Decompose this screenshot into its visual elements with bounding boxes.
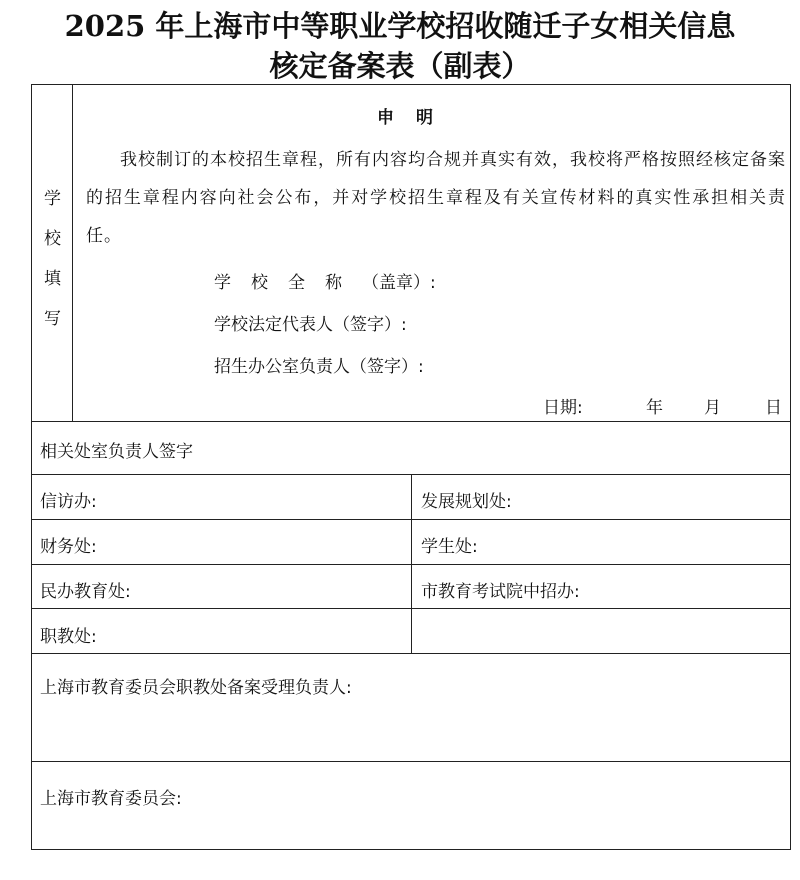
side-label-char: 校 bbox=[44, 229, 61, 249]
row-divider bbox=[32, 761, 790, 762]
school-name-signature-line bbox=[214, 268, 436, 293]
side-label-char: 学 bbox=[44, 189, 61, 209]
date-day: 日 bbox=[765, 398, 782, 418]
row-divider bbox=[32, 608, 790, 609]
row-divider bbox=[32, 564, 790, 565]
education-commission-signature: 上海市教育委员会: bbox=[40, 789, 182, 809]
declaration-title: 申明 bbox=[377, 108, 455, 128]
exam-authority-signature: 市教育考试院中招办: bbox=[421, 582, 580, 602]
finance-office-signature: 财务处: bbox=[40, 537, 97, 557]
school-name-label: 学校全称 bbox=[214, 273, 362, 293]
vocational-education-signature: 职教处: bbox=[40, 627, 97, 647]
side-label-char: 写 bbox=[44, 309, 61, 329]
row-divider bbox=[32, 519, 790, 520]
school-name-suffix: （盖章）: bbox=[362, 273, 436, 293]
vocational-office-filing-signature: 上海市教育委员会职教处备案受理负责人: bbox=[40, 678, 352, 698]
form-title-line1: 2025 年上海市中等职业学校招收随迁子女相关信息 bbox=[64, 9, 736, 43]
form-title-line2: 核定备案表（副表） bbox=[269, 49, 531, 83]
filing-form-table bbox=[31, 84, 791, 850]
complaints-office-signature: 信访办: bbox=[40, 492, 97, 512]
private-education-signature: 民办教育处: bbox=[40, 582, 131, 602]
departments-header: 相关处室负责人签字 bbox=[40, 442, 193, 462]
admissions-head-signature-line: 招生办公室负责人（签字）: bbox=[214, 357, 424, 377]
declaration-body: 我校制订的本校招生章程，所有内容均合规并真实有效，我校将严格按照经核定备案的招生章程内容向社会公布，并对学校招生章程及有关宣传材料的真实性承担相关责任。 bbox=[86, 150, 786, 246]
side-label-char: 填 bbox=[44, 269, 61, 289]
planning-office-signature: 发展规划处: bbox=[421, 492, 512, 512]
date-year: 年 bbox=[646, 398, 663, 418]
date-label: 日期: bbox=[543, 398, 583, 418]
date-month: 月 bbox=[704, 398, 721, 418]
legal-rep-signature-line: 学校法定代表人（签字）: bbox=[214, 315, 407, 335]
student-affairs-signature: 学生处: bbox=[421, 537, 478, 557]
row-divider bbox=[32, 653, 790, 654]
row-divider bbox=[32, 421, 790, 422]
